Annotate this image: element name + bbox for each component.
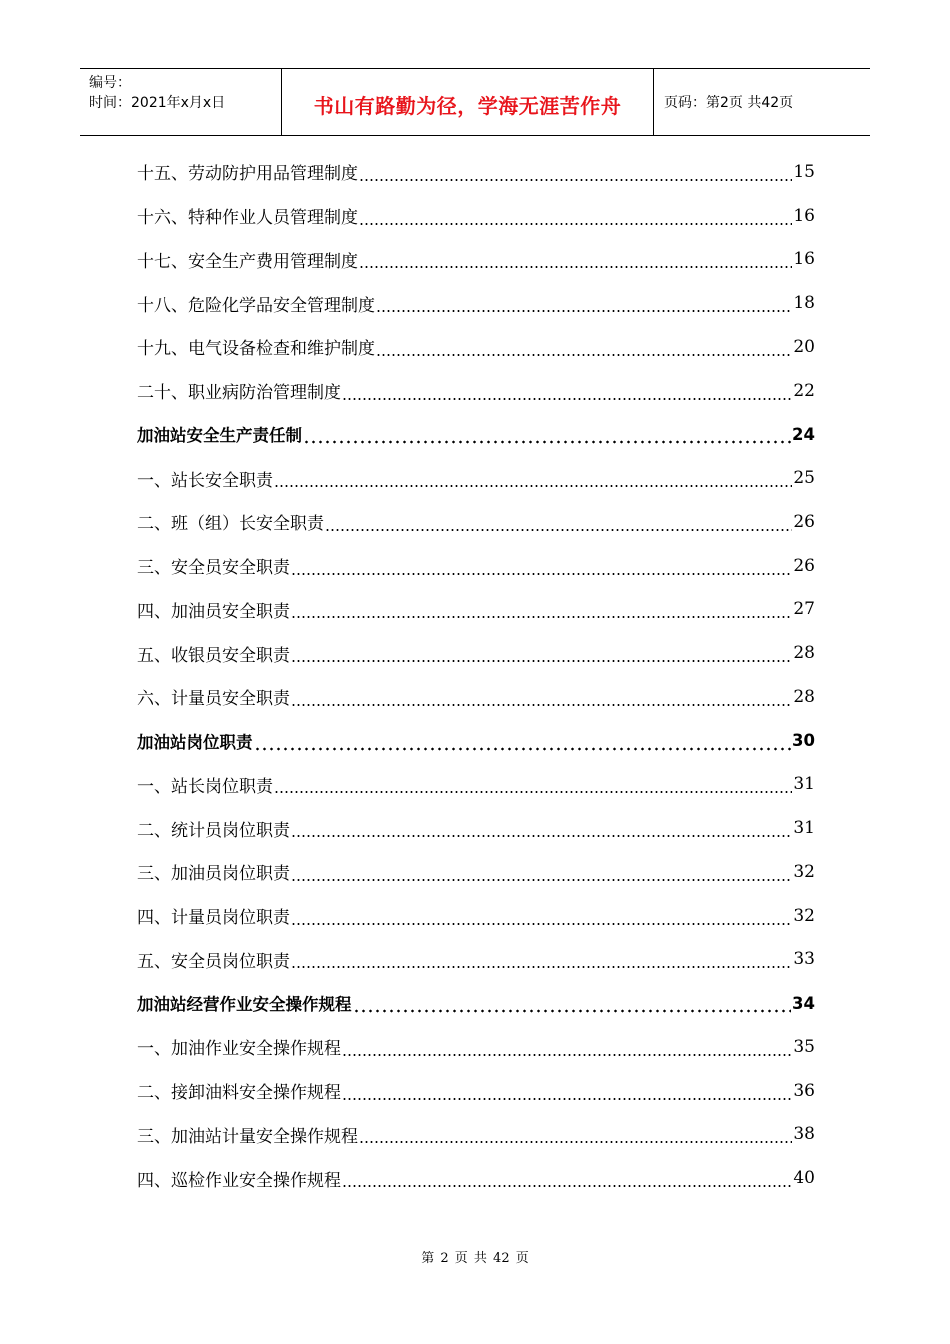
toc-dot-leader (342, 1081, 792, 1101)
toc-entry[interactable] (137, 806, 815, 850)
toc-section-heading[interactable] (137, 413, 815, 457)
toc-dot-leader (353, 993, 792, 1013)
toc-dot-leader (274, 468, 792, 488)
toc-dot-leader (254, 731, 792, 751)
toc-entry[interactable] (137, 238, 815, 282)
toc-dot-leader (325, 512, 792, 532)
toc-entry-title: 三、安全员安全职责 (137, 558, 290, 579)
toc-entry-title: 十七、安全生产费用管理制度 (137, 251, 358, 272)
toc-entry[interactable] (137, 675, 815, 719)
toc-entry[interactable] (137, 894, 815, 938)
toc-entry-page: 15 (793, 161, 815, 182)
toc-entry-title: 二、接卸油料安全操作规程 (137, 1083, 341, 1104)
toc-entry-page: 28 (793, 686, 815, 707)
toc-entry-page: 32 (793, 905, 815, 926)
header-motto: 书山有路勤为径，学海无涯苦作舟 (313, 93, 622, 118)
toc-entry[interactable] (137, 194, 815, 238)
toc-dot-leader (291, 599, 792, 619)
header-motto-cell (282, 69, 654, 135)
toc-entry-title: 十五、劳动防护用品管理制度 (137, 164, 358, 185)
toc-entry-title: 加油站经营作业安全操作规程 (137, 995, 352, 1015)
document-time-label: 时间：2021年x月x日 (89, 95, 226, 111)
toc-entry-page: 16 (793, 249, 815, 270)
toc-entry-page: 22 (793, 380, 815, 401)
header-page-info-cell (654, 69, 870, 135)
toc-entry[interactable] (137, 456, 815, 500)
toc-entry-title: 四、巡检作业安全操作规程 (137, 1170, 341, 1191)
toc-entry-page: 31 (793, 774, 815, 795)
header-page-info: 页码：第2页 共42页 (664, 95, 794, 111)
toc-entry[interactable] (137, 763, 815, 807)
document-number-label: 编号： (89, 75, 131, 91)
toc-entry-title: 三、加油站计量安全操作规程 (137, 1126, 358, 1147)
toc-dot-leader (291, 949, 792, 969)
toc-entry-page: 24 (792, 424, 815, 444)
toc-entry-title: 十六、特种作业人员管理制度 (137, 208, 358, 229)
toc-entry[interactable] (137, 1156, 815, 1200)
toc-entry[interactable] (137, 588, 815, 632)
toc-entry[interactable] (137, 281, 815, 325)
toc-entry-page: 18 (793, 293, 815, 314)
toc-entry[interactable] (137, 938, 815, 982)
toc-entry-title: 加油站岗位职责 (137, 732, 253, 752)
toc-entry-page: 30 (792, 731, 815, 751)
toc-entry-page: 33 (793, 949, 815, 970)
toc-entry-title: 一、加油作业安全操作规程 (137, 1039, 341, 1060)
toc-entry[interactable] (137, 850, 815, 894)
toc-dot-leader (291, 818, 792, 838)
toc-dot-leader (291, 643, 792, 663)
toc-entry[interactable] (137, 150, 815, 194)
toc-entry-title: 五、收银员安全职责 (137, 645, 290, 666)
toc-section-heading[interactable] (137, 981, 815, 1025)
toc-entry[interactable] (137, 500, 815, 544)
toc-dot-leader (291, 862, 792, 882)
toc-entry[interactable] (137, 1069, 815, 1113)
toc-entry-page: 40 (793, 1168, 815, 1189)
toc-entry-title: 五、安全员岗位职责 (137, 951, 290, 972)
toc-entry-page: 36 (793, 1080, 815, 1101)
toc-dot-leader (274, 774, 792, 794)
toc-entry-page: 35 (793, 1036, 815, 1057)
toc-entry-title: 四、加油员安全职责 (137, 601, 290, 622)
toc-dot-leader (291, 687, 792, 707)
toc-dot-leader (359, 162, 792, 182)
toc-entry-page: 32 (793, 861, 815, 882)
toc-dot-leader (376, 337, 792, 357)
toc-entry[interactable] (137, 369, 815, 413)
toc-dot-leader (303, 424, 791, 444)
toc-section-heading[interactable] (137, 719, 815, 763)
toc-entry-title: 二十、职业病防治管理制度 (137, 383, 341, 404)
toc-entry-page: 38 (793, 1124, 815, 1145)
toc-entry[interactable] (137, 631, 815, 675)
toc-entry[interactable] (137, 325, 815, 369)
toc-entry-page: 25 (793, 468, 815, 489)
toc-entry-page: 28 (793, 643, 815, 664)
toc-dot-leader (359, 249, 792, 269)
toc-dot-leader (359, 1124, 792, 1144)
toc-dot-leader (342, 1037, 792, 1057)
toc-dot-leader (291, 906, 792, 926)
page-header (80, 68, 870, 136)
toc-entry-page: 26 (793, 555, 815, 576)
toc-entry-title: 三、加油员岗位职责 (137, 864, 290, 885)
toc-entry-title: 十九、电气设备检查和维护制度 (137, 339, 375, 360)
toc-entry-title: 一、站长岗位职责 (137, 776, 273, 797)
toc-entry-title: 二、统计员岗位职责 (137, 820, 290, 841)
toc-entry[interactable] (137, 1025, 815, 1069)
toc-entry-page: 34 (792, 993, 815, 1013)
toc-entry[interactable] (137, 1113, 815, 1157)
toc-entry-page: 16 (793, 205, 815, 226)
toc-dot-leader (342, 1168, 792, 1188)
toc-entry-title: 六、计量员安全职责 (137, 689, 290, 710)
toc-entry-page: 31 (793, 818, 815, 839)
toc-dot-leader (376, 293, 792, 313)
toc-entry-title: 一、站长安全职责 (137, 470, 273, 491)
toc-entry-title: 加油站安全生产责任制 (137, 426, 302, 446)
page-footer: 第 2 页 共 42 页 (421, 1251, 529, 1266)
toc-entry-page: 26 (793, 511, 815, 532)
toc-entry-page: 20 (793, 336, 815, 357)
toc-entry-title: 十八、危险化学品安全管理制度 (137, 295, 375, 316)
toc-dot-leader (359, 206, 792, 226)
header-meta (80, 69, 282, 135)
toc-entry-title: 四、计量员岗位职责 (137, 908, 290, 929)
toc-entry-title: 二、班（组）长安全职责 (137, 514, 324, 535)
table-of-contents (137, 150, 815, 1200)
toc-dot-leader (342, 381, 792, 401)
toc-entry-page: 27 (793, 599, 815, 620)
toc-entry[interactable] (137, 544, 815, 588)
toc-dot-leader (291, 556, 792, 576)
